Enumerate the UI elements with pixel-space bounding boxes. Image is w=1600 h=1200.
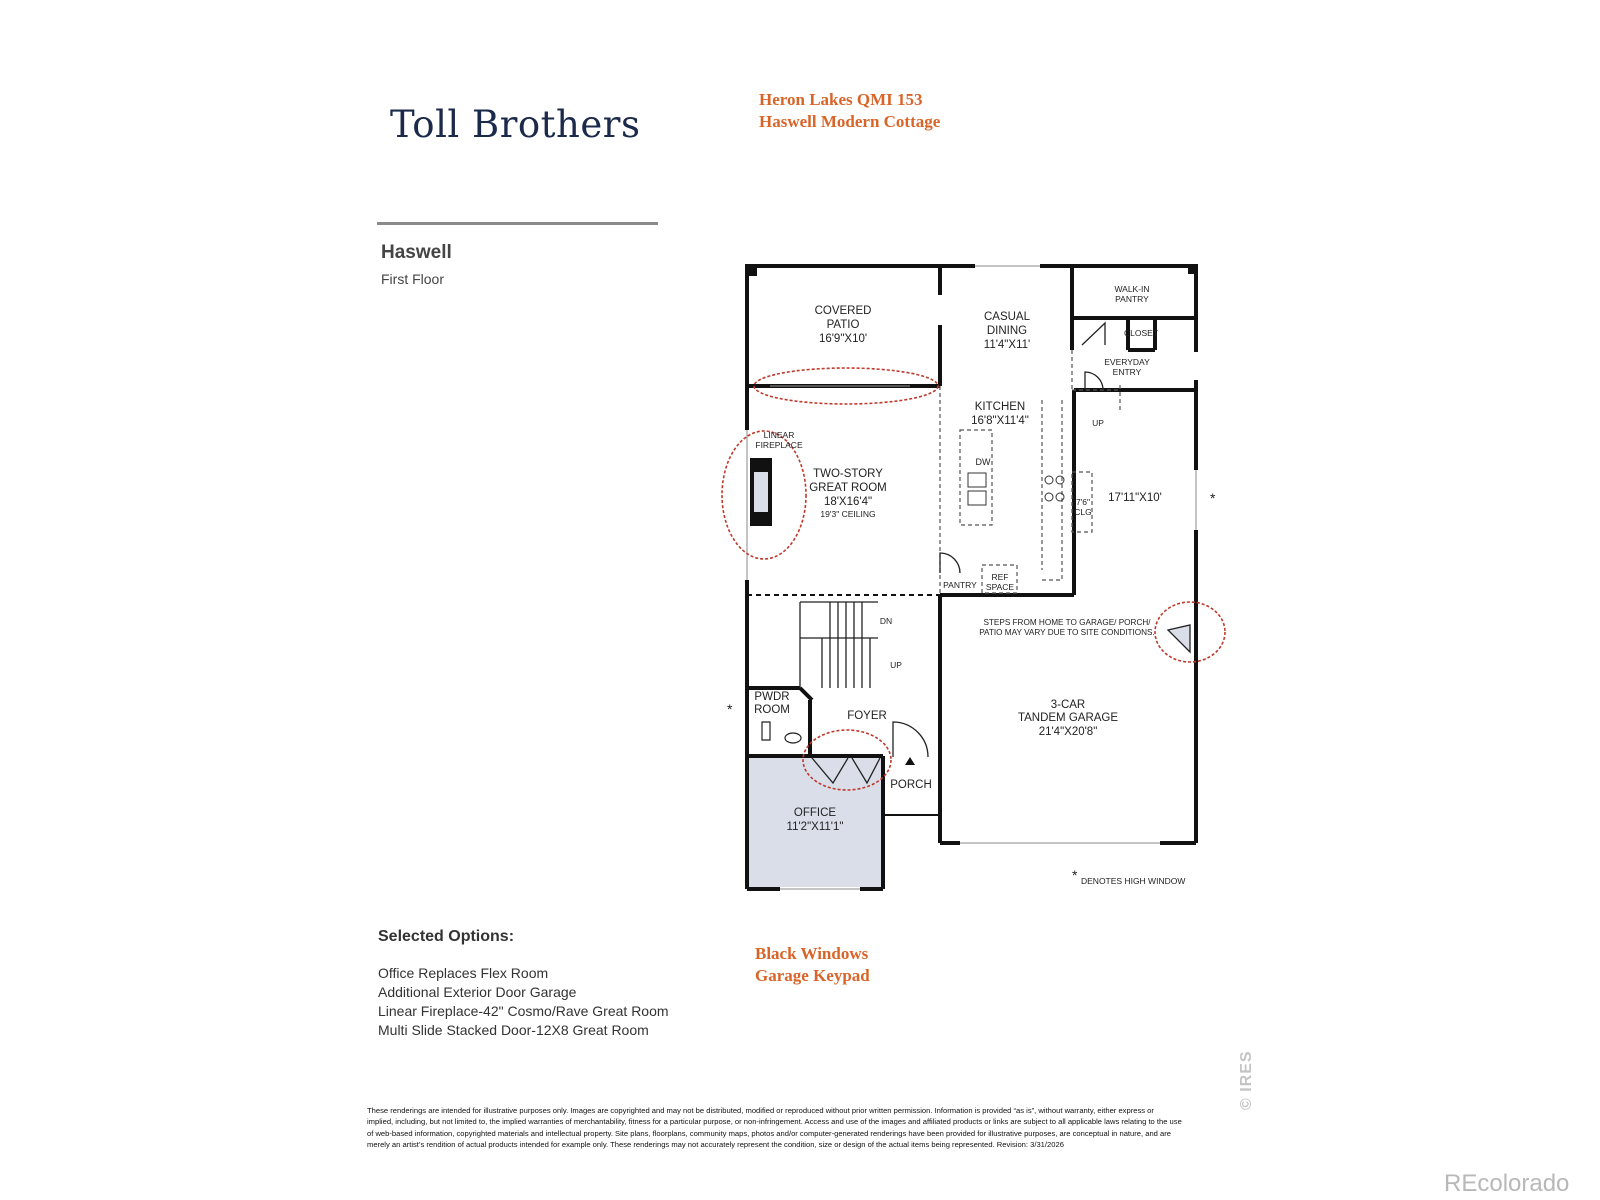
label-foyer: FOYER	[847, 710, 887, 722]
selected-options-title: Selected Options:	[378, 928, 515, 945]
plan-label: TANDEM GARAGE	[1017, 712, 1119, 724]
label-kitchen: KITCHEN	[974, 401, 1026, 413]
plan-floor: First Floor	[381, 271, 444, 287]
plan-label: 19'3" CEILING	[820, 509, 876, 519]
plan-label: 21'4"X20'8"	[1038, 726, 1098, 738]
label-stair-up: UP	[890, 660, 902, 670]
plan-label: GREAT ROOM	[809, 482, 887, 494]
legend-high-window: DENOTES HIGH WINDOW	[1081, 876, 1186, 886]
plan-label: 11'2"X11'1"	[786, 821, 844, 833]
header-community: Heron Lakes QMI 153	[759, 90, 923, 109]
plan-label: PANTRY	[1115, 294, 1149, 304]
toll-brothers-logo: Toll Brothers	[390, 103, 641, 146]
plan-name: Haswell	[381, 242, 452, 263]
plan-label: 16'8"X11'4"	[971, 415, 1029, 427]
plan-label: DINING	[986, 325, 1028, 337]
label-covered-patio: COVERED	[814, 305, 872, 317]
label-great-room: TWO-STORY	[813, 468, 883, 480]
ires-mark: © IRES	[1238, 1050, 1255, 1110]
label-pwdr-room: PWDR	[754, 691, 790, 703]
additional-option: Garage Keypad	[755, 966, 870, 985]
label-everyday-entry: EVERYDAY	[1104, 357, 1150, 367]
label-porch: PORCH	[890, 779, 932, 791]
label-stair-down: DN	[879, 616, 893, 626]
plan-label: PATIO MAY VARY DUE TO SITE CONDITIONS.	[979, 628, 1155, 637]
garage-note: STEPS FROM HOME TO GARAGE/ PORCH/	[983, 618, 1151, 627]
label-garage-bay: 17'11"X10'	[1108, 492, 1162, 504]
label-entry-up: UP	[1092, 418, 1104, 428]
option-item: Linear Fireplace-42" Cosmo/Rave Great Room	[378, 1003, 669, 1019]
label-ceiling-height: 7'6"	[1075, 497, 1091, 507]
label-walk-in-pantry: WALK-IN	[1114, 284, 1150, 294]
plan-label: ROOM	[754, 704, 790, 716]
plan-label: PATIO	[826, 319, 860, 331]
option-item: Multi Slide Stacked Door-12X8 Great Room	[378, 1022, 649, 1038]
wall-pwdr-angle	[800, 688, 812, 700]
header-model: Haswell Modern Cottage	[759, 112, 941, 131]
plan-label: 18'X16'4"	[823, 496, 873, 508]
high-window-mark-west: *	[727, 701, 733, 717]
label-casual-dining: CASUAL	[983, 311, 1031, 323]
legend-mark: *	[1072, 867, 1078, 883]
plan-label: FIREPLACE	[755, 440, 803, 450]
pantry-door	[940, 553, 960, 573]
plan-label: 11'4"X11'	[983, 339, 1031, 351]
disclaimer: These renderings are intended for illustrative purposes only. Images are copyrighted and may not be distributed, modified or reproduced without prior written permission. Information is provided “as is”, without warranty, either express or implied, including, but not limited to, the implied warranties of merchantability, fitness for a particular purpose, or non-infringement. Access and use of the images and affiliated products or links are subject to all applicable laws relating to the use of web-based information, copyrighted materials and intellectual property. Site plans, floorplans, community maps, photos and/or computer-generated renderings have been provided for illustrative purposes, are conceptual in nature, and are merely an artist’s rendition of actual products intended for example only. These renderings may not accurately represent the condition, size or design of the actual items being represented. Revision: 3/31/2026	[367, 1106, 1182, 1150]
plan-label: 16'9"X10'	[818, 333, 868, 345]
plan-label: CLG	[1074, 507, 1092, 517]
garage-door-added	[1168, 625, 1190, 652]
high-window-mark-east: *	[1210, 490, 1216, 506]
option-item: Additional Exterior Door Garage	[378, 984, 577, 1000]
plan-label: ENTRY	[1112, 367, 1142, 377]
additional-option: Black Windows	[755, 944, 869, 963]
plan-label: SPACE	[985, 582, 1015, 592]
label-office: OFFICE	[793, 807, 837, 819]
label-garage: 3-CAR	[1050, 699, 1086, 711]
option-item: Office Replaces Flex Room	[378, 965, 549, 981]
label-ref-space: REF	[991, 572, 1009, 582]
label-dw: DW	[975, 457, 991, 467]
label-linear-fireplace: LINEAR	[763, 430, 795, 440]
label-pantry: PANTRY	[943, 580, 977, 590]
recolorado-watermark: REcolorado	[1444, 1170, 1570, 1197]
front-door	[893, 722, 928, 757]
label-closet: CLOSET	[1123, 328, 1159, 338]
entry-door	[1082, 323, 1105, 345]
